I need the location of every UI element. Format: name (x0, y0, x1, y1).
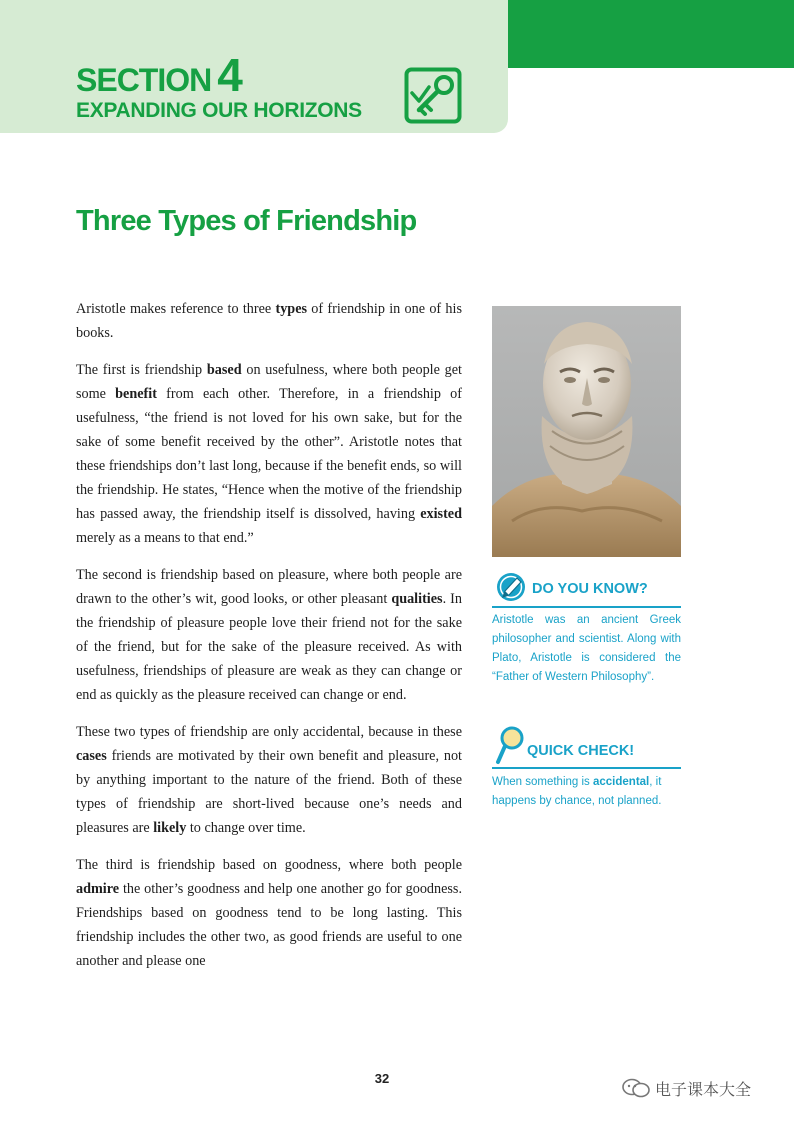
quick-check-title: QUICK CHECK! (527, 743, 635, 759)
paragraph-2: The first is friendship based on usefulness, where both people get some benefit from each other. Therefore, in a friendship of usefulness, “the friend is not loved for his own sake, but for the sake of some benefit received by the other”. Aristotle notes that these friendships don’t last long, because if the benefit ends, so will the friendship. He states, “Hence when the motive of the friendship has passed away, the friendship itself is dissolved, having existed merely as a means to that end.” (76, 362, 462, 546)
quick-check-text: When something is accidental, it happens by chance, not planned. (492, 776, 662, 807)
do-you-know-title: DO YOU KNOW? (532, 581, 648, 597)
pencil-circle-icon (492, 569, 528, 605)
aristotle-bust-photo (492, 306, 681, 557)
header-green-bar (508, 0, 794, 68)
paragraph-3: The second is friendship based on pleasure, where both people are drawn to the other’s wit, good looks, or other pleasant qualities. In the friendship of pleasure people love their friend not for the sake of the friend, but for the sake of the pleasure received. As with usefulness, friendships of pleasure are weak as they can change or end as quickly as the pleasure received can change or end. (76, 567, 462, 703)
quick-check-divider (492, 767, 681, 769)
chat-bubble-icon (621, 1077, 651, 1099)
section-number: 4 (217, 49, 243, 101)
page-title: Three Types of Friendship (76, 205, 417, 237)
do-you-know-text: Aristotle was an ancient Greek philosopher and scientist. Along with Plato, Aristotle is considered the “Father of Western Philosophy”. (492, 614, 681, 683)
page-number: 32 (374, 1071, 390, 1086)
key-checkbox-icon (404, 67, 462, 124)
quick-check-keyword: accidental (593, 776, 650, 788)
watermark-text: 电子课本大全 (655, 1080, 752, 1099)
paragraph-4: These two types of friendship are only accidental, because in these cases friends are motivated by their own benefit and pleasure, not by anything important to the nature of the friend. Both of these types of friendship are short-lived because one’s needs and pleasures are likely to change over time. (76, 724, 462, 836)
paragraph-1: Aristotle makes reference to three types of friendship in one of his books. (76, 301, 462, 341)
body-text (76, 297, 462, 986)
section-word: SECTION (76, 62, 212, 98)
section-label (76, 49, 243, 101)
do-you-know-divider (492, 606, 681, 608)
section-title: EXPANDING OUR HORIZONS (76, 99, 362, 122)
magnifier-icon (495, 725, 525, 765)
paragraph-5: The third is friendship based on goodness, where both people admire the other’s goodness and help one another go for goodness. Friendships based on goodness tend to be long lasting. This friendship includes the other two, as good friends are useful to one another and please one (76, 857, 462, 969)
